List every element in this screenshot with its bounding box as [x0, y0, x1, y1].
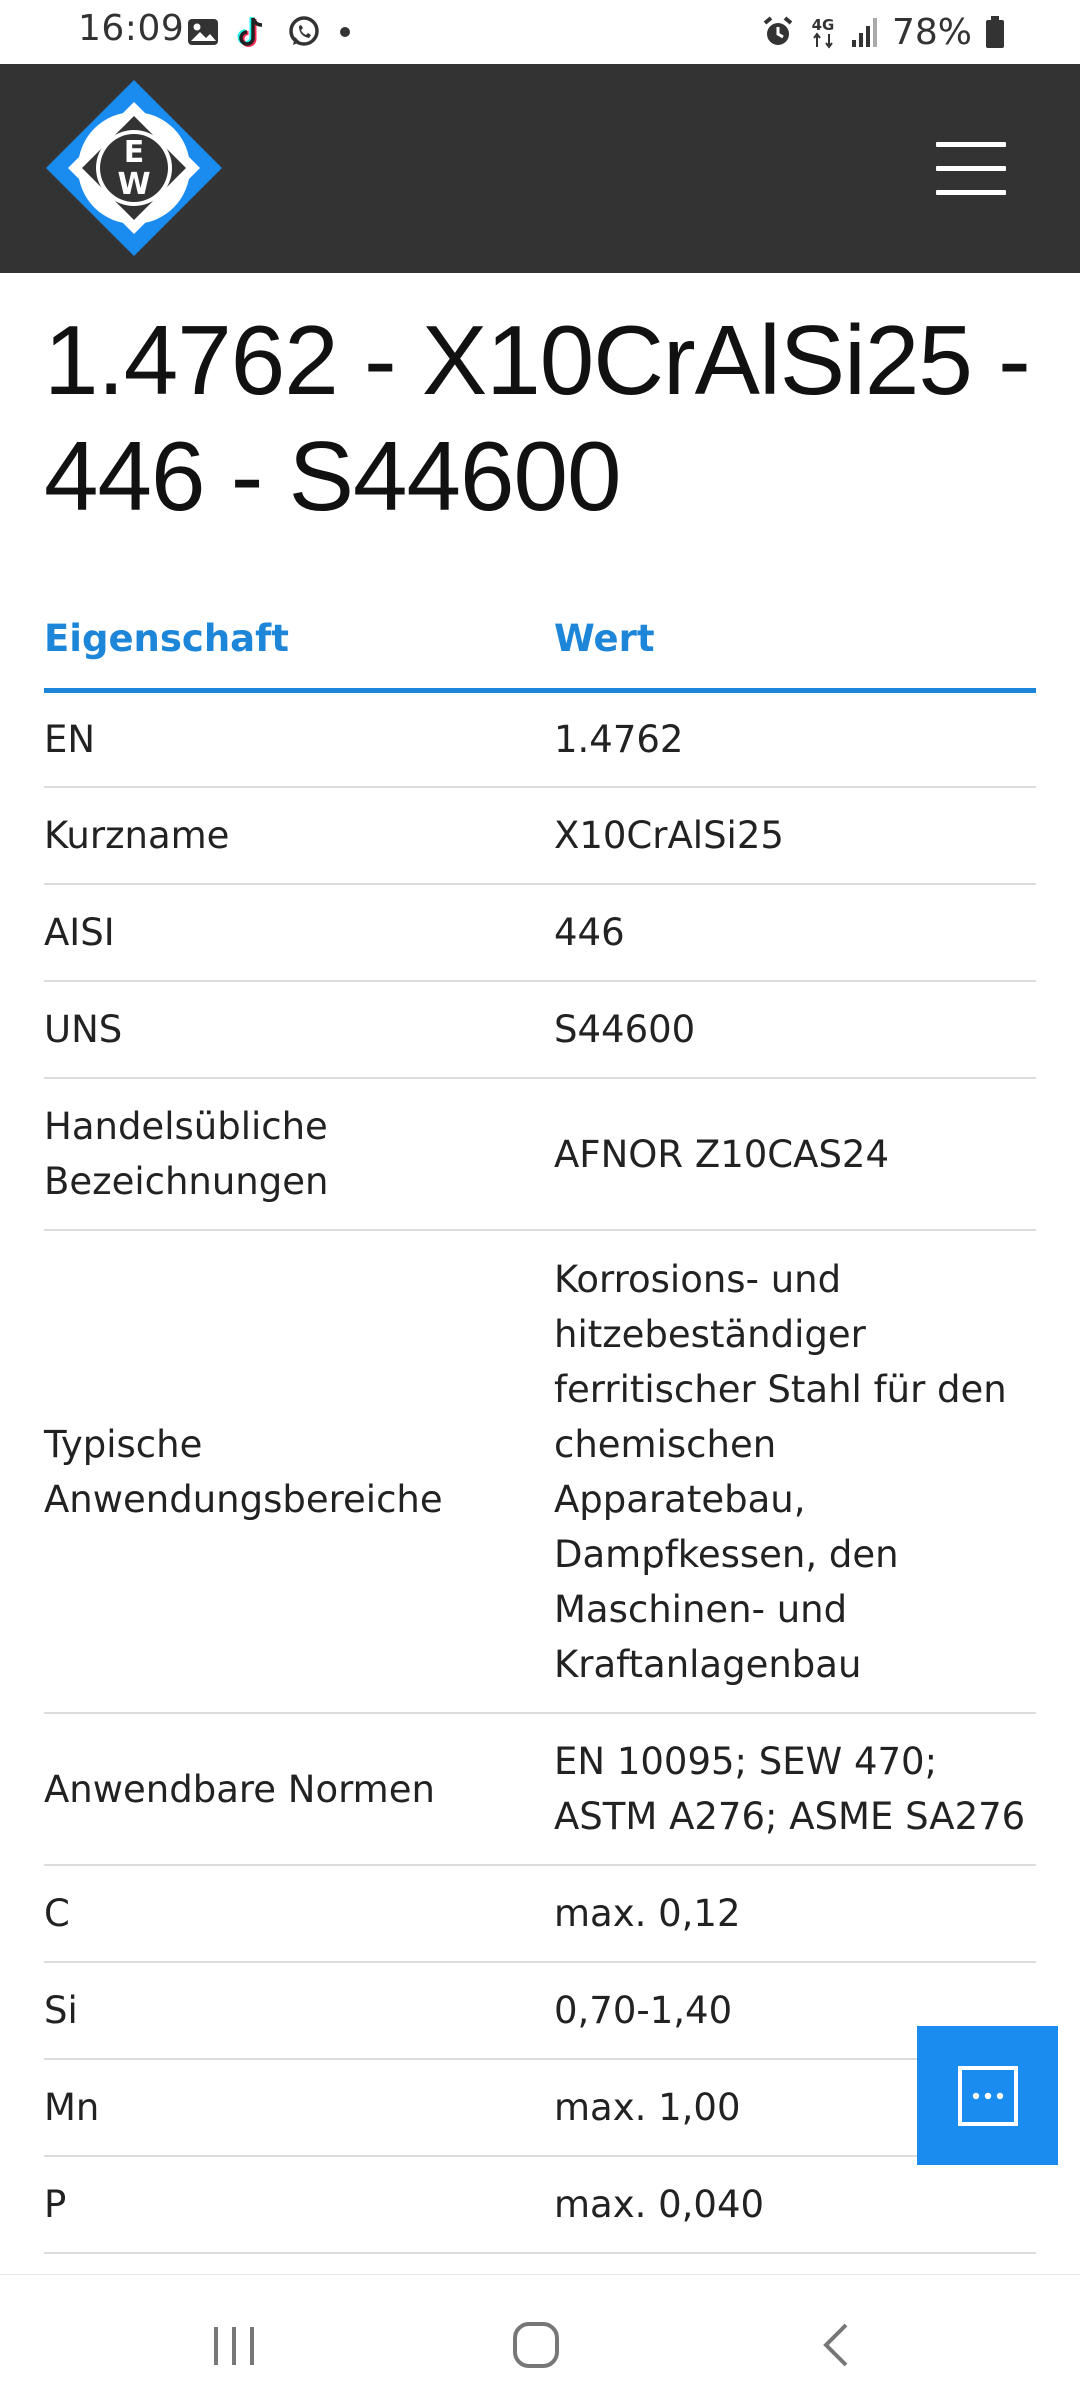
- value-cell: max. 0,12: [554, 1865, 1036, 1962]
- property-cell: Kurzname: [44, 787, 554, 884]
- property-cell: AISI: [44, 884, 554, 981]
- column-header-property[interactable]: Eigenschaft: [44, 590, 554, 690]
- gallery-icon: [186, 16, 220, 48]
- property-cell: EN: [44, 690, 554, 787]
- properties-table: [44, 590, 1036, 2254]
- home-icon[interactable]: [506, 2315, 566, 2375]
- svg-text:4G: 4G: [811, 16, 835, 34]
- signal-icon: [850, 15, 880, 49]
- value-cell: S44600: [554, 981, 1036, 1078]
- property-cell: UNS: [44, 981, 554, 1078]
- menu-line: [936, 166, 1006, 171]
- properties-table-container: [44, 590, 1036, 2254]
- column-header-value[interactable]: Wert: [554, 590, 1036, 690]
- network-type-icon: [808, 14, 838, 50]
- back-icon[interactable]: [808, 2315, 868, 2375]
- system-navigation-bar: [0, 2274, 1080, 2408]
- page-title-line-1: 1.4762 - X10CrAlSi25 -: [44, 305, 1030, 415]
- chat-button[interactable]: [917, 2026, 1058, 2165]
- menu-line: [936, 190, 1006, 195]
- value-cell: 0,70-1,40: [554, 1962, 1036, 2059]
- table-row: [44, 1962, 1036, 2059]
- hamburger-menu-icon[interactable]: [936, 140, 1008, 198]
- status-bar: [0, 0, 1080, 64]
- table-row: [44, 1865, 1036, 1962]
- value-cell: max. 1,00: [554, 2059, 1036, 2156]
- property-cell: Typische Anwendungsbereiche: [44, 1230, 554, 1713]
- value-cell: EN 10095; SEW 470; ASTM A276; ASME SA276: [554, 1713, 1036, 1865]
- value-cell: 446: [554, 884, 1036, 981]
- svg-text:W: W: [117, 167, 151, 202]
- table-row: [44, 1078, 1036, 1230]
- battery-percentage: 78%: [891, 11, 972, 53]
- svg-text:E: E: [123, 135, 145, 170]
- table-row: [44, 690, 1036, 787]
- property-cell: Si: [44, 1962, 554, 2059]
- table-row: [44, 1713, 1036, 1865]
- page-title-line-2: 446 - S44600: [44, 421, 621, 531]
- property-cell: Handelsübliche Bezeichnungen: [44, 1078, 554, 1230]
- whatsapp-icon: [286, 14, 322, 50]
- value-cell: Korrosions- und hitzebeständiger ferritischer Stahl für den chemischen Apparatebau, Dampfkessen, den Maschinen- und Kraftanlagenbau: [554, 1230, 1036, 1713]
- value-cell: AFNOR Z10CAS24: [554, 1078, 1036, 1230]
- property-cell: P: [44, 2156, 554, 2253]
- recent-apps-icon[interactable]: [204, 2315, 264, 2375]
- table-row: [44, 787, 1036, 884]
- dot-icon: [338, 25, 352, 39]
- chat-dots-icon: [956, 2064, 1020, 2128]
- notification-icons: [186, 12, 352, 52]
- system-status: [760, 10, 1006, 54]
- property-cell: C: [44, 1865, 554, 1962]
- table-row: [44, 981, 1036, 1078]
- tiktok-icon: [236, 14, 270, 50]
- table-row: [44, 2059, 1036, 2156]
- property-cell: Mn: [44, 2059, 554, 2156]
- value-cell: X10CrAlSi25: [554, 787, 1036, 884]
- status-time: 16:09: [78, 8, 185, 49]
- property-cell: Anwendbare Normen: [44, 1713, 554, 1865]
- value-cell: max. 0,040: [554, 2156, 1036, 2253]
- menu-line: [936, 142, 1006, 147]
- value-cell: 1.4762: [554, 690, 1036, 787]
- battery-icon: [984, 15, 1006, 49]
- table-row: [44, 1230, 1036, 1713]
- alarm-icon: [760, 14, 796, 50]
- page-title: [44, 302, 1044, 534]
- site-header: [0, 64, 1080, 273]
- company-logo[interactable]: [44, 78, 224, 258]
- table-header-row: [44, 590, 1036, 690]
- table-row: [44, 884, 1036, 981]
- table-row: [44, 2156, 1036, 2253]
